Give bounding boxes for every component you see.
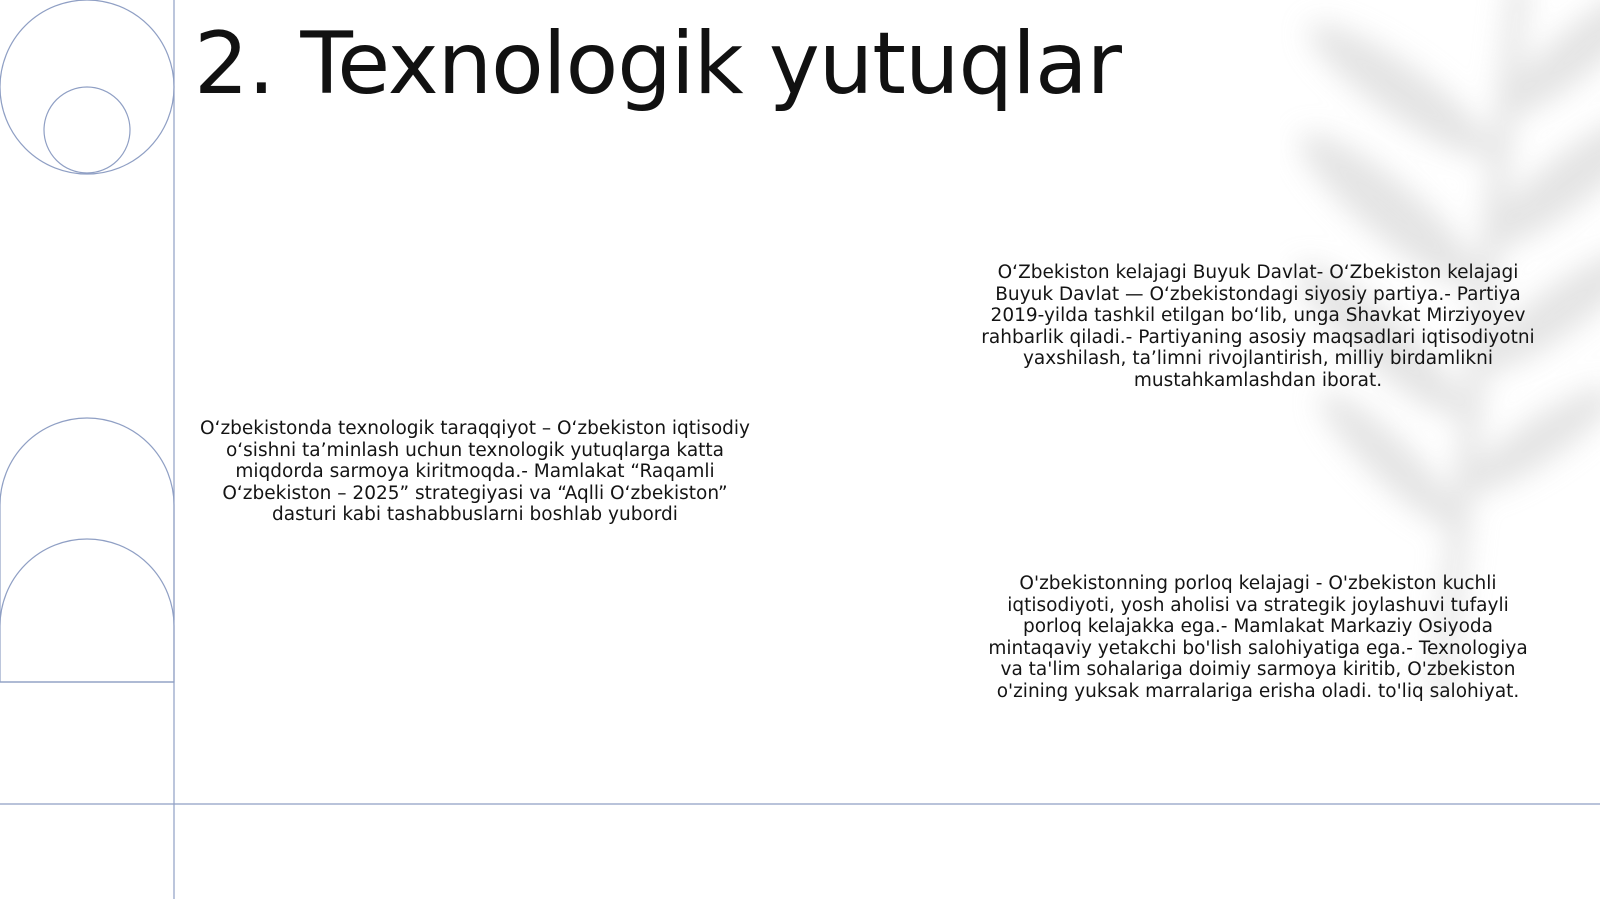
arch-outline-lower bbox=[0, 539, 174, 682]
textbox-technological-progress: O‘zbekistonda texnologik taraqqiyot – O‘zbekiston iqtisodiy o‘sishni ta’minlash uchun texnologik yutuqlarga katta miqdorda sarmoya kiritmoqda.- Mamlakat “Raqamli O‘zbekiston – 2025” strategiyasi va “Aqlli O‘zbekiston” dasturi kabi tashabbuslarni boshlab yubordi bbox=[200, 418, 750, 525]
textbox-bright-future: O'zbekistonning porloq kelajagi - O'zbekiston kuchli iqtisodiyoti, yosh aholisi va strategik joylashuvi tufayli porloq kelajakka ega.- Mamlakat Markaziy Osiyoda mintaqaviy yetakchi bo'lish salohiyatiga ega.- Texnologiya va ta'lim sohalariga doimiy sarmoya kiritib, O'zbekiston o'zining yuksak marralariga erisha oladi. to'liq salohiyat. bbox=[988, 573, 1528, 702]
slide-title: 2. Texnologik yutuqlar bbox=[194, 14, 1122, 114]
small-circle-outline bbox=[44, 87, 130, 173]
textbox-future-great-state: O‘Zbekiston kelajagi Buyuk Davlat- O‘Zbekiston kelajagi Buyuk Davlat — O‘zbekistondagi siyosiy partiya.- Partiya 2019-yilda tashkil etilgan bo‘lib, unga Shavkat Mirziyoyev rahbarlik qiladi.- Partiyaning asosiy maqsadlari iqtisodiyotni yaxshilash, ta’limni rivojlantirish, milliy birdamlikni mustahkamlashdan iborat. bbox=[981, 262, 1535, 391]
arch-outline-upper bbox=[0, 418, 174, 505]
